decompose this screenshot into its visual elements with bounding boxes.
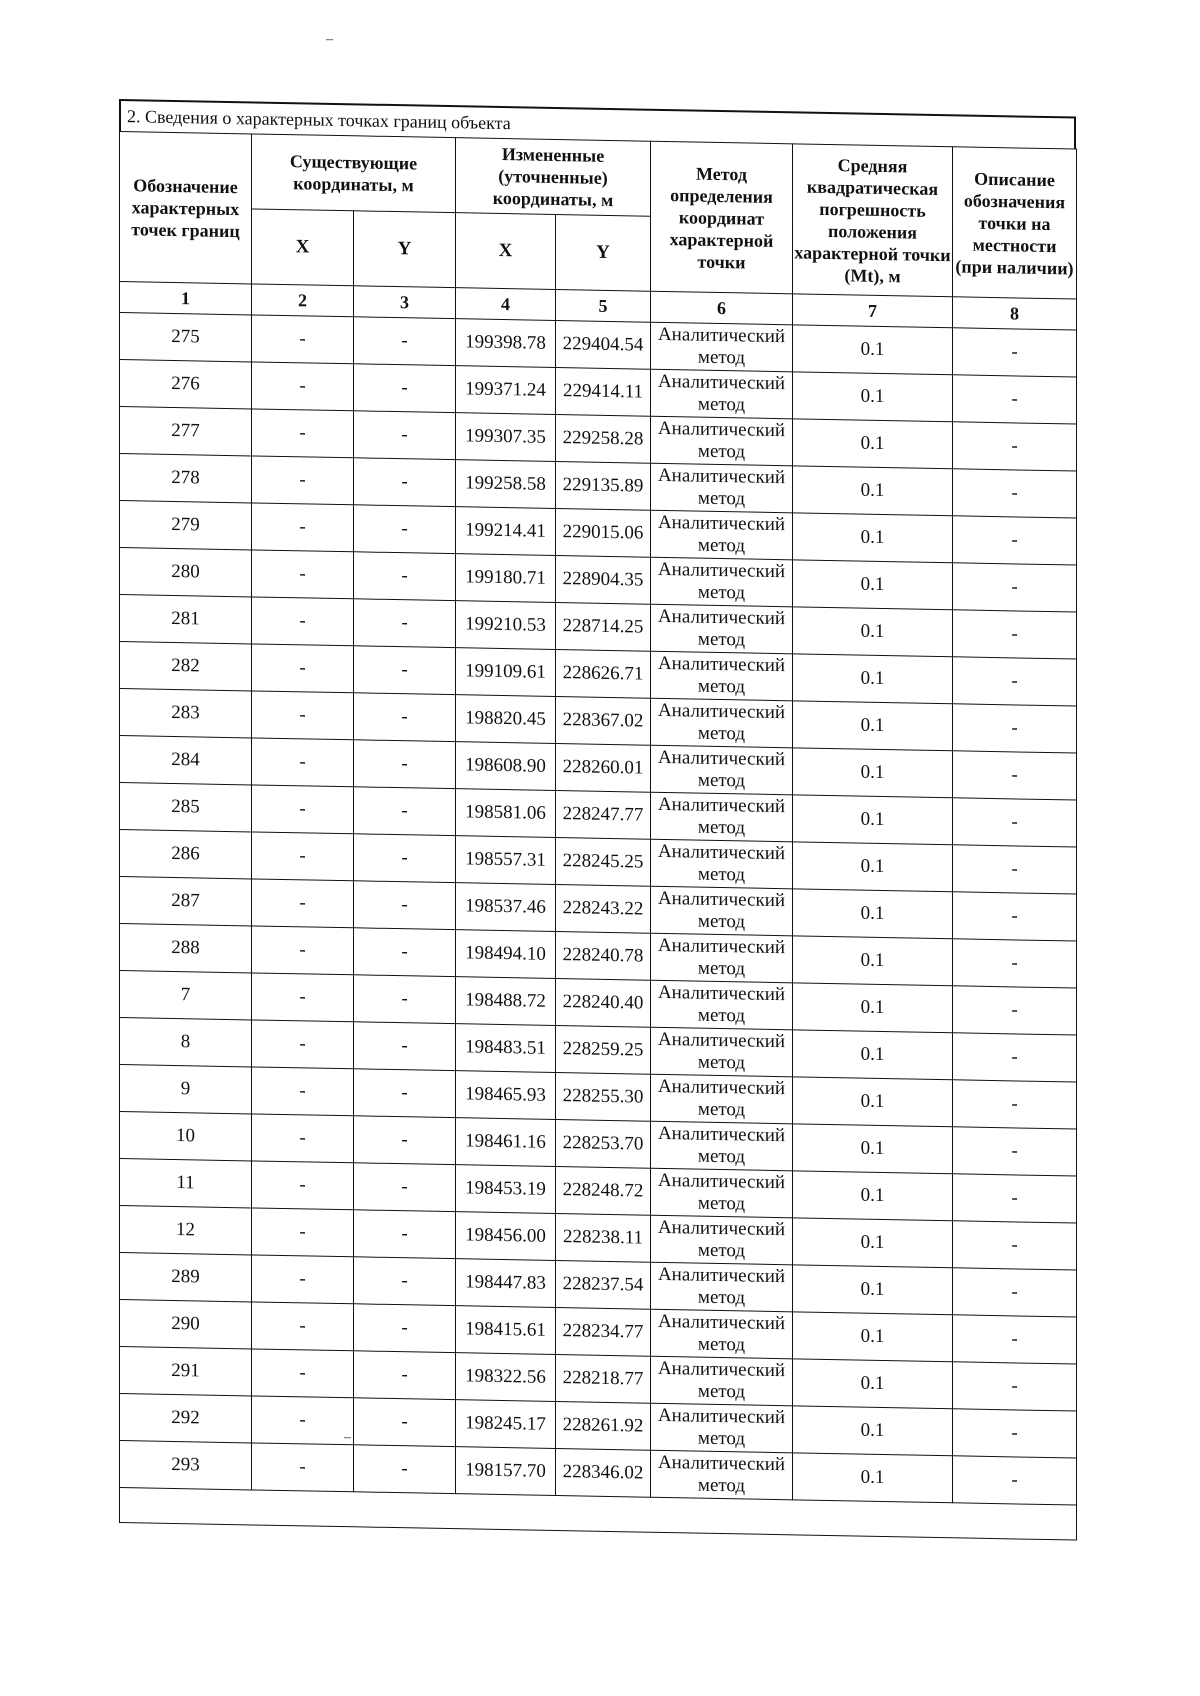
mean-error-cell: 0.1 (793, 560, 953, 610)
point-cell: 289 (120, 1253, 252, 1302)
method-cell: Аналитический метод (651, 510, 793, 560)
changed-x-cell: 199210.53 (456, 601, 556, 650)
existing-x-cell: - (252, 456, 354, 505)
mean-error-cell: 0.1 (793, 1312, 953, 1362)
changed-y-cell: 229258.28 (556, 415, 651, 464)
method-cell: Аналитический метод (651, 651, 793, 701)
header-changed-coordinates: Измененные (уточненные) координаты, м (456, 138, 651, 217)
method-cell: Аналитический метод (651, 1356, 793, 1406)
changed-y-cell: 228255.30 (556, 1073, 651, 1122)
method-cell: Аналитический метод (651, 980, 793, 1030)
existing-x-cell: - (252, 409, 354, 458)
point-cell: 290 (120, 1300, 252, 1349)
scan-speck: – (344, 1430, 351, 1445)
existing-x-cell: - (252, 550, 354, 599)
existing-x-cell: - (252, 973, 354, 1022)
existing-x-cell: - (252, 738, 354, 787)
existing-x-cell: - (252, 1161, 354, 1210)
existing-y-cell: - (354, 1257, 456, 1306)
point-cell: 279 (120, 501, 252, 550)
method-cell: Аналитический метод (651, 322, 793, 372)
method-cell: Аналитический метод (651, 792, 793, 842)
description-cell: - (953, 1456, 1077, 1505)
header-changed-y: Y (556, 215, 651, 292)
existing-x-cell: - (252, 1255, 354, 1304)
changed-y-cell: 228240.78 (556, 932, 651, 981)
changed-y-cell: 229404.54 (556, 321, 651, 370)
mean-error-cell: 0.1 (793, 1453, 953, 1503)
column-number: 2 (252, 284, 354, 317)
existing-x-cell: - (252, 644, 354, 693)
point-cell: 9 (120, 1065, 252, 1114)
changed-x-cell: 199307.35 (456, 413, 556, 462)
existing-x-cell: - (252, 315, 354, 364)
existing-x-cell: - (252, 1067, 354, 1116)
header-point-designation: Обозначение характерных точек границ (120, 132, 252, 284)
existing-x-cell: - (252, 1396, 354, 1445)
mean-error-cell: 0.1 (793, 1124, 953, 1174)
mean-error-cell: 0.1 (793, 748, 953, 798)
mean-error-cell: 0.1 (793, 1218, 953, 1268)
existing-y-cell: - (354, 928, 456, 977)
method-cell: Аналитический метод (651, 745, 793, 795)
section-title: 2. Сведения о характерных точках границ объекта (119, 99, 1076, 149)
description-cell: - (953, 1409, 1077, 1458)
mean-error-cell: 0.1 (793, 842, 953, 892)
method-cell: Аналитический метод (651, 1262, 793, 1312)
mean-error-cell: 0.1 (793, 936, 953, 986)
mean-error-cell: 0.1 (793, 513, 953, 563)
existing-y-cell: - (354, 1116, 456, 1165)
point-cell: 287 (120, 877, 252, 926)
point-cell: 281 (120, 595, 252, 644)
existing-y-cell: - (354, 317, 456, 366)
method-cell: Аналитический метод (651, 698, 793, 748)
description-cell: - (953, 1174, 1077, 1223)
column-number: 8 (953, 297, 1077, 330)
description-cell: - (953, 1221, 1077, 1270)
description-cell: - (953, 986, 1077, 1035)
description-cell: - (953, 563, 1077, 612)
existing-x-cell: - (252, 503, 354, 552)
method-cell: Аналитический метод (651, 1168, 793, 1218)
changed-y-cell: 228243.22 (556, 885, 651, 934)
existing-y-cell: - (354, 1210, 456, 1259)
changed-x-cell: 198157.70 (456, 1447, 556, 1496)
changed-x-cell: 199109.61 (456, 648, 556, 697)
point-cell: 282 (120, 642, 252, 691)
method-cell: Аналитический метод (651, 1215, 793, 1265)
changed-y-cell: 228240.40 (556, 979, 651, 1028)
scan-speck: – (326, 32, 333, 47)
changed-x-cell: 198453.19 (456, 1165, 556, 1214)
changed-y-cell: 228238.11 (556, 1214, 651, 1263)
point-cell: 286 (120, 830, 252, 879)
description-cell: - (953, 704, 1077, 753)
header-existing-coordinates: Существующие координаты, м (252, 134, 456, 213)
column-number: 1 (120, 282, 252, 315)
mean-error-cell: 0.1 (793, 466, 953, 516)
method-cell: Аналитический метод (651, 557, 793, 607)
changed-x-cell: 198557.31 (456, 836, 556, 885)
description-cell: - (953, 1033, 1077, 1082)
description-cell: - (953, 1268, 1077, 1317)
existing-x-cell: - (252, 926, 354, 975)
point-cell: 277 (120, 407, 252, 456)
method-cell: Аналитический метод (651, 1450, 793, 1500)
mean-error-cell: 0.1 (793, 1030, 953, 1080)
changed-x-cell: 198537.46 (456, 883, 556, 932)
changed-y-cell: 228218.77 (556, 1355, 651, 1404)
existing-y-cell: - (354, 411, 456, 460)
existing-x-cell: - (252, 1302, 354, 1351)
changed-y-cell: 228626.71 (556, 650, 651, 699)
existing-y-cell: - (354, 646, 456, 695)
existing-x-cell: - (252, 832, 354, 881)
point-cell: 278 (120, 454, 252, 503)
mean-error-cell: 0.1 (793, 701, 953, 751)
description-cell: - (953, 1362, 1077, 1411)
point-cell: 7 (120, 971, 252, 1020)
changed-y-cell: 229414.11 (556, 368, 651, 417)
column-number: 4 (456, 288, 556, 321)
header-changed-x: X (456, 213, 556, 290)
existing-x-cell: - (252, 1020, 354, 1069)
changed-x-cell: 198465.93 (456, 1071, 556, 1120)
changed-y-cell: 228234.77 (556, 1308, 651, 1357)
existing-y-cell: - (354, 975, 456, 1024)
existing-y-cell: - (354, 599, 456, 648)
changed-x-cell: 198245.17 (456, 1400, 556, 1449)
changed-y-cell: 229015.06 (556, 509, 651, 558)
changed-y-cell: 229135.89 (556, 462, 651, 511)
method-cell: Аналитический метод (651, 1309, 793, 1359)
point-cell: 11 (120, 1159, 252, 1208)
mean-error-cell: 0.1 (793, 419, 953, 469)
changed-x-cell: 199258.58 (456, 460, 556, 509)
mean-error-cell: 0.1 (793, 1077, 953, 1127)
point-cell: 8 (120, 1018, 252, 1067)
description-cell: - (953, 328, 1077, 377)
existing-y-cell: - (354, 1398, 456, 1447)
column-number: 5 (556, 290, 651, 323)
existing-y-cell: - (354, 881, 456, 930)
changed-y-cell: 228714.25 (556, 603, 651, 652)
mean-error-cell: 0.1 (793, 607, 953, 657)
method-cell: Аналитический метод (651, 1403, 793, 1453)
existing-x-cell: - (252, 1208, 354, 1257)
description-cell: - (953, 751, 1077, 800)
column-number: 3 (354, 286, 456, 319)
method-cell: Аналитический метод (651, 1121, 793, 1171)
description-cell: - (953, 422, 1077, 471)
changed-x-cell: 198461.16 (456, 1118, 556, 1167)
existing-y-cell: - (354, 552, 456, 601)
description-cell: - (953, 1127, 1077, 1176)
point-cell: 283 (120, 689, 252, 738)
changed-y-cell: 228248.72 (556, 1167, 651, 1216)
mean-error-cell: 0.1 (793, 1171, 953, 1221)
description-cell: - (953, 657, 1077, 706)
changed-x-cell: 199371.24 (456, 366, 556, 415)
changed-y-cell: 228261.92 (556, 1402, 651, 1451)
point-cell: 280 (120, 548, 252, 597)
existing-y-cell: - (354, 1351, 456, 1400)
header-description: Описание обозначения точки на местности (при наличии) (953, 147, 1077, 299)
existing-y-cell: - (354, 1163, 456, 1212)
header-method: Метод определения координат характерной точки (651, 141, 793, 294)
point-cell: 275 (120, 313, 252, 362)
existing-x-cell: - (252, 362, 354, 411)
description-cell: - (953, 469, 1077, 518)
method-cell: Аналитический метод (651, 604, 793, 654)
existing-y-cell: - (354, 1022, 456, 1071)
changed-x-cell: 199214.41 (456, 507, 556, 556)
method-cell: Аналитический метод (651, 1027, 793, 1077)
method-cell: Аналитический метод (651, 369, 793, 419)
mean-error-cell: 0.1 (793, 372, 953, 422)
point-cell: 291 (120, 1347, 252, 1396)
method-cell: Аналитический метод (651, 886, 793, 936)
description-cell: - (953, 939, 1077, 988)
header-existing-y: Y (354, 211, 456, 288)
table-body (120, 313, 1077, 1506)
description-cell: - (953, 1080, 1077, 1129)
changed-y-cell: 228346.02 (556, 1449, 651, 1498)
description-cell: - (953, 375, 1077, 424)
boundary-points-sheet (119, 99, 1076, 1541)
existing-x-cell: - (252, 597, 354, 646)
changed-y-cell: 228904.35 (556, 556, 651, 605)
point-cell: 288 (120, 924, 252, 973)
mean-error-cell: 0.1 (793, 889, 953, 939)
description-cell: - (953, 845, 1077, 894)
existing-x-cell: - (252, 691, 354, 740)
changed-x-cell: 198322.56 (456, 1353, 556, 1402)
existing-y-cell: - (354, 740, 456, 789)
existing-y-cell: - (354, 787, 456, 836)
method-cell: Аналитический метод (651, 416, 793, 466)
mean-error-cell: 0.1 (793, 1265, 953, 1315)
mean-error-cell: 0.1 (793, 654, 953, 704)
point-cell: 292 (120, 1394, 252, 1443)
changed-y-cell: 228260.01 (556, 744, 651, 793)
changed-x-cell: 198456.00 (456, 1212, 556, 1261)
mean-error-cell: 0.1 (793, 1359, 953, 1409)
boundary-points-table (119, 131, 1077, 1541)
changed-x-cell: 198415.61 (456, 1306, 556, 1355)
existing-x-cell: - (252, 1114, 354, 1163)
changed-y-cell: 228367.02 (556, 697, 651, 746)
point-cell: 10 (120, 1112, 252, 1161)
existing-y-cell: - (354, 1445, 456, 1494)
description-cell: - (953, 610, 1077, 659)
point-cell: 284 (120, 736, 252, 785)
changed-x-cell: 198608.90 (456, 742, 556, 791)
existing-x-cell: - (252, 879, 354, 928)
existing-y-cell: - (354, 1069, 456, 1118)
changed-x-cell: 198488.72 (456, 977, 556, 1026)
description-cell: - (953, 516, 1077, 565)
changed-x-cell: 199180.71 (456, 554, 556, 603)
existing-x-cell: - (252, 1349, 354, 1398)
existing-x-cell: - (252, 1443, 354, 1492)
existing-y-cell: - (354, 505, 456, 554)
mean-error-cell: 0.1 (793, 325, 953, 375)
column-number: 6 (651, 291, 793, 325)
method-cell: Аналитический метод (651, 1074, 793, 1124)
description-cell: - (953, 1315, 1077, 1364)
header-mean-error: Средняя квадратическая погрешность положения характерной точки (Mt), м (793, 144, 953, 297)
point-cell: 12 (120, 1206, 252, 1255)
point-cell: 276 (120, 360, 252, 409)
mean-error-cell: 0.1 (793, 983, 953, 1033)
existing-y-cell: - (354, 1304, 456, 1353)
method-cell: Аналитический метод (651, 839, 793, 889)
mean-error-cell: 0.1 (793, 795, 953, 845)
column-number: 7 (793, 294, 953, 328)
changed-y-cell: 228247.77 (556, 791, 651, 840)
changed-x-cell: 198483.51 (456, 1024, 556, 1073)
changed-y-cell: 228253.70 (556, 1120, 651, 1169)
changed-x-cell: 198447.83 (456, 1259, 556, 1308)
existing-y-cell: - (354, 458, 456, 507)
changed-y-cell: 228259.25 (556, 1026, 651, 1075)
changed-x-cell: 198820.45 (456, 695, 556, 744)
existing-y-cell: - (354, 364, 456, 413)
changed-x-cell: 199398.78 (456, 319, 556, 368)
changed-y-cell: 228237.54 (556, 1261, 651, 1310)
method-cell: Аналитический метод (651, 463, 793, 513)
existing-x-cell: - (252, 785, 354, 834)
description-cell: - (953, 892, 1077, 941)
point-cell: 285 (120, 783, 252, 832)
existing-y-cell: - (354, 834, 456, 883)
point-cell: 293 (120, 1441, 252, 1490)
description-cell: - (953, 798, 1077, 847)
existing-y-cell: - (354, 693, 456, 742)
changed-x-cell: 198494.10 (456, 930, 556, 979)
mean-error-cell: 0.1 (793, 1406, 953, 1456)
method-cell: Аналитический метод (651, 933, 793, 983)
header-existing-x: X (252, 209, 354, 286)
changed-y-cell: 228245.25 (556, 838, 651, 887)
changed-x-cell: 198581.06 (456, 789, 556, 838)
